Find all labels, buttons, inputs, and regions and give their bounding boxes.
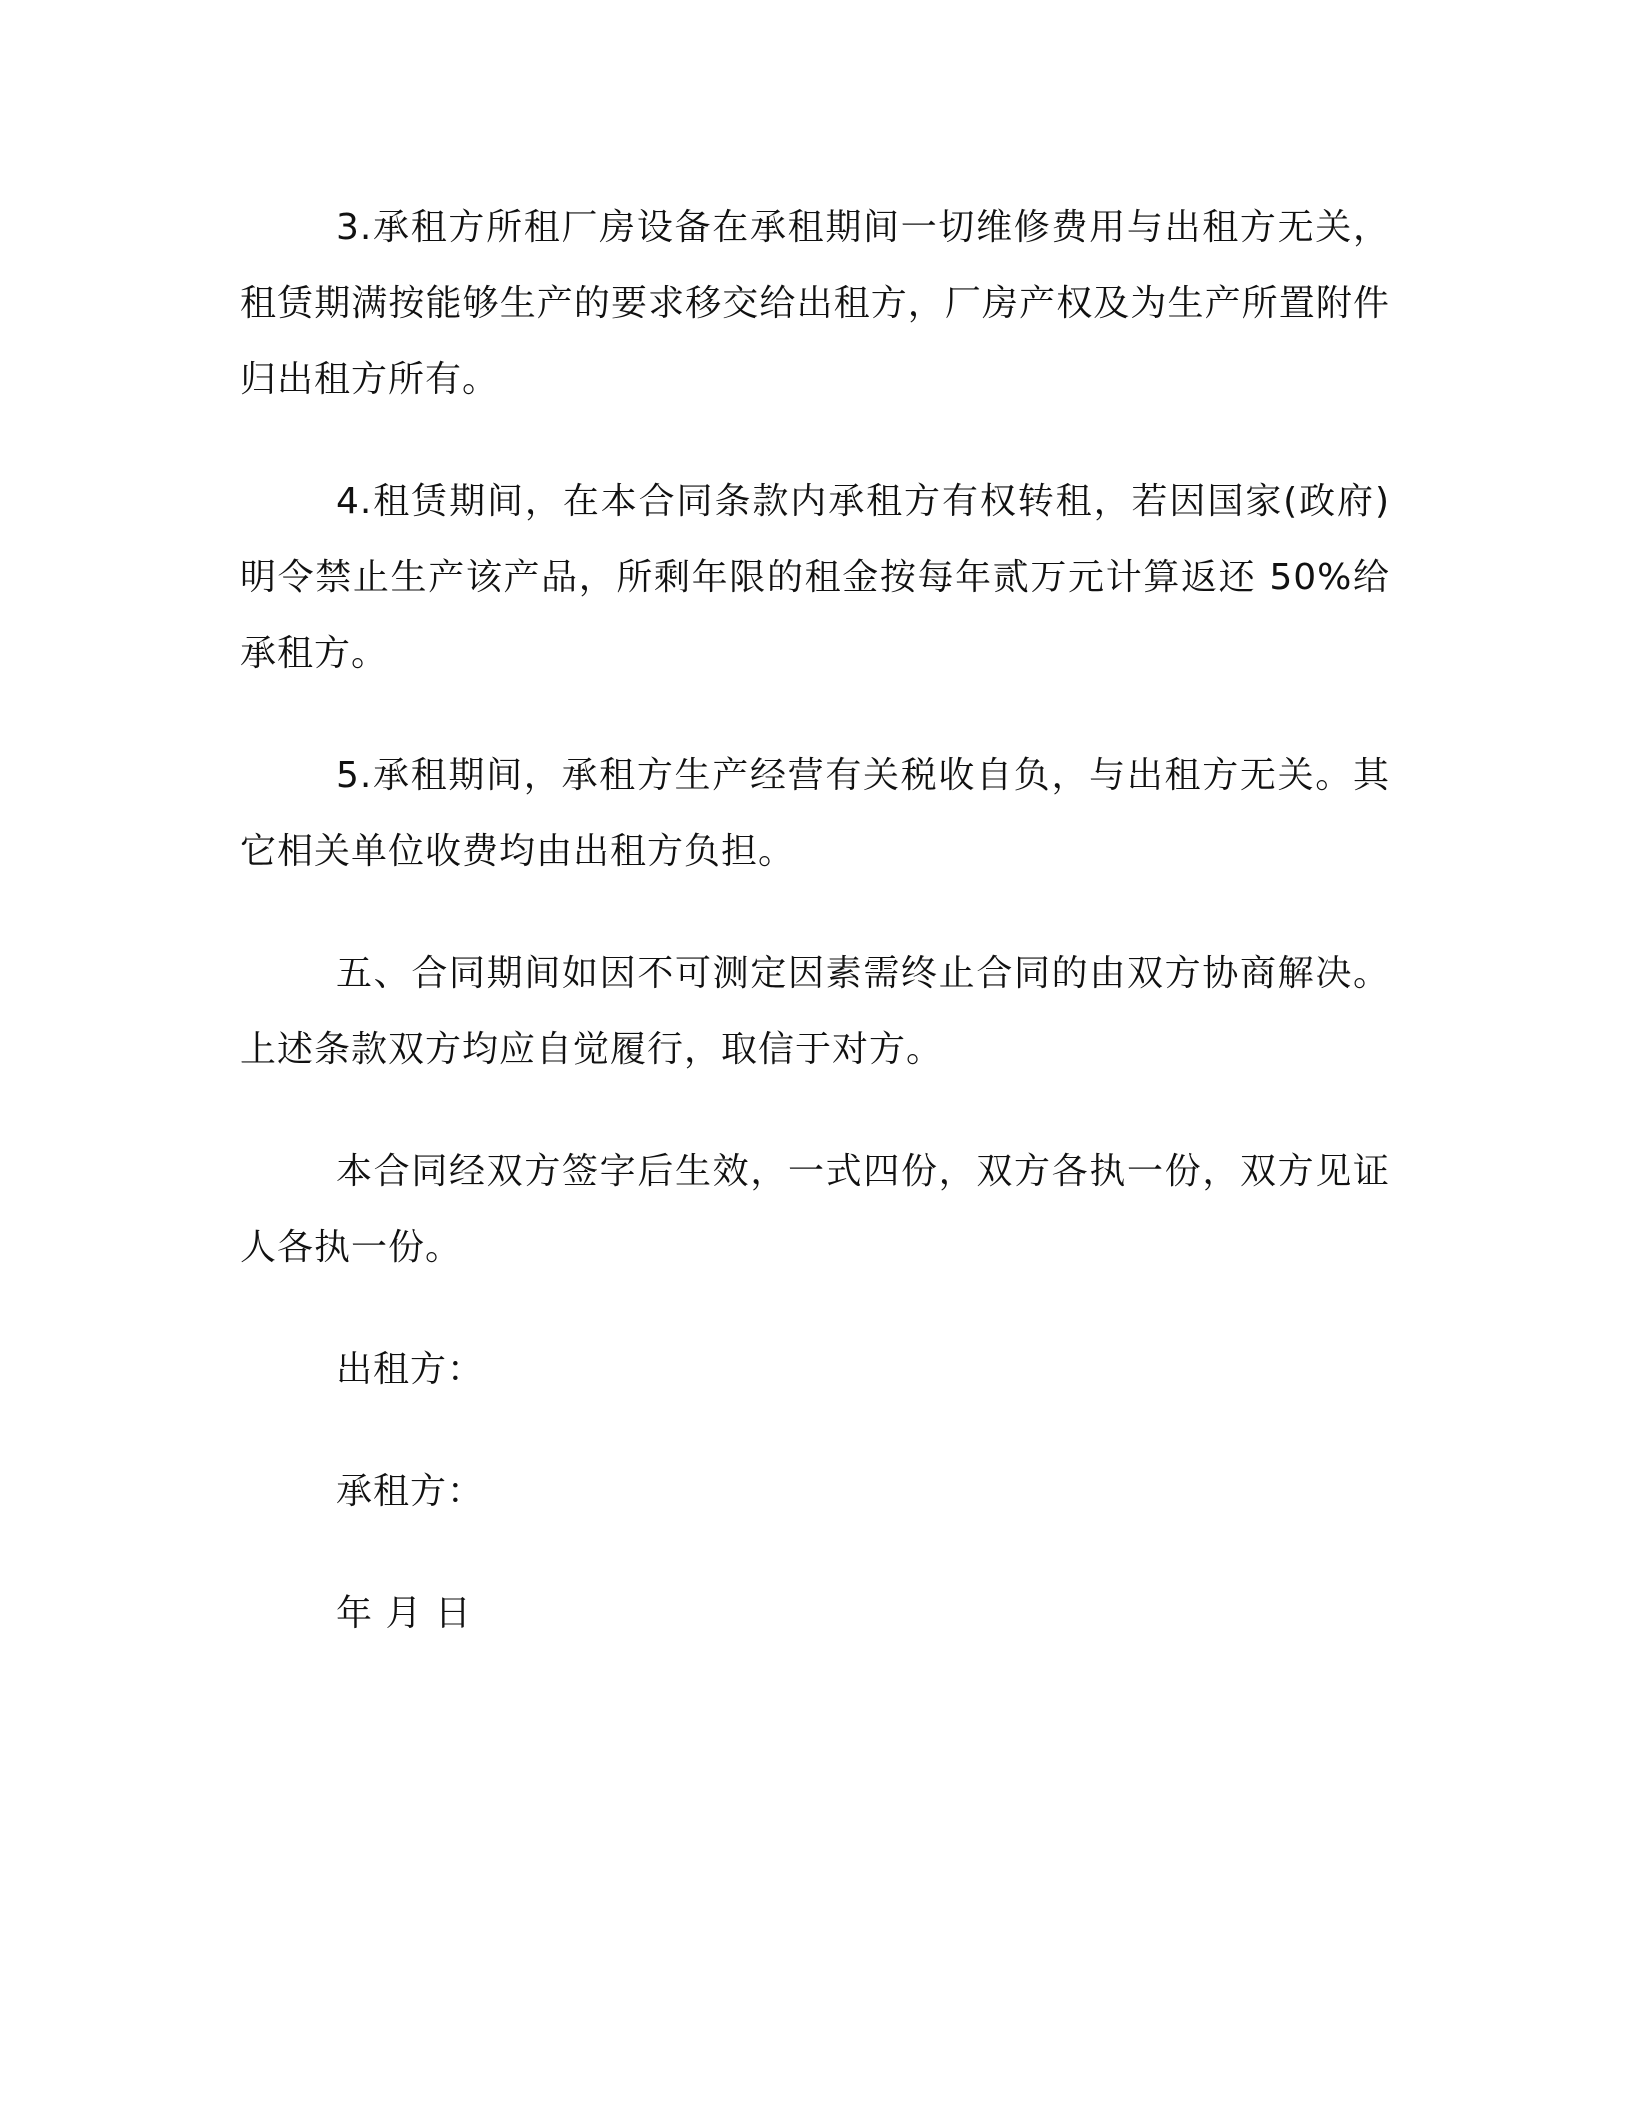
document-body: [240, 190, 1390, 1698]
clause-5: 5.承租期间，承租方生产经营有关税收自负，与出租方无关。其它相关单位收费均由出租方负担。: [240, 755, 1390, 872]
effectiveness-clause: 本合同经双方签字后生效，一式四份，双方各执一份，双方见证人各执一份。: [240, 1151, 1390, 1268]
date-line: 年 月 日: [336, 1593, 472, 1634]
lessee-signature-line: 承租方：: [336, 1471, 485, 1512]
clause-3: 3.承租方所租厂房设备在承租期间一切维修费用与出租方无关，租赁期满按能够生产的要求移交给出租方，厂房产权及为生产所置附件归出租方所有。: [240, 207, 1390, 400]
clause-4: 4.租赁期间，在本合同条款内承租方有权转租，若因国家(政府)明令禁止生产该产品，所剩年限的租金按每年贰万元计算返还 50%给承租方。: [240, 481, 1390, 674]
lessor-signature-line: 出租方：: [336, 1349, 485, 1390]
section-five: 五、合同期间如因不可测定因素需终止合同的由双方协商解决。上述条款双方均应自觉履行，取信于对方。: [240, 953, 1390, 1070]
